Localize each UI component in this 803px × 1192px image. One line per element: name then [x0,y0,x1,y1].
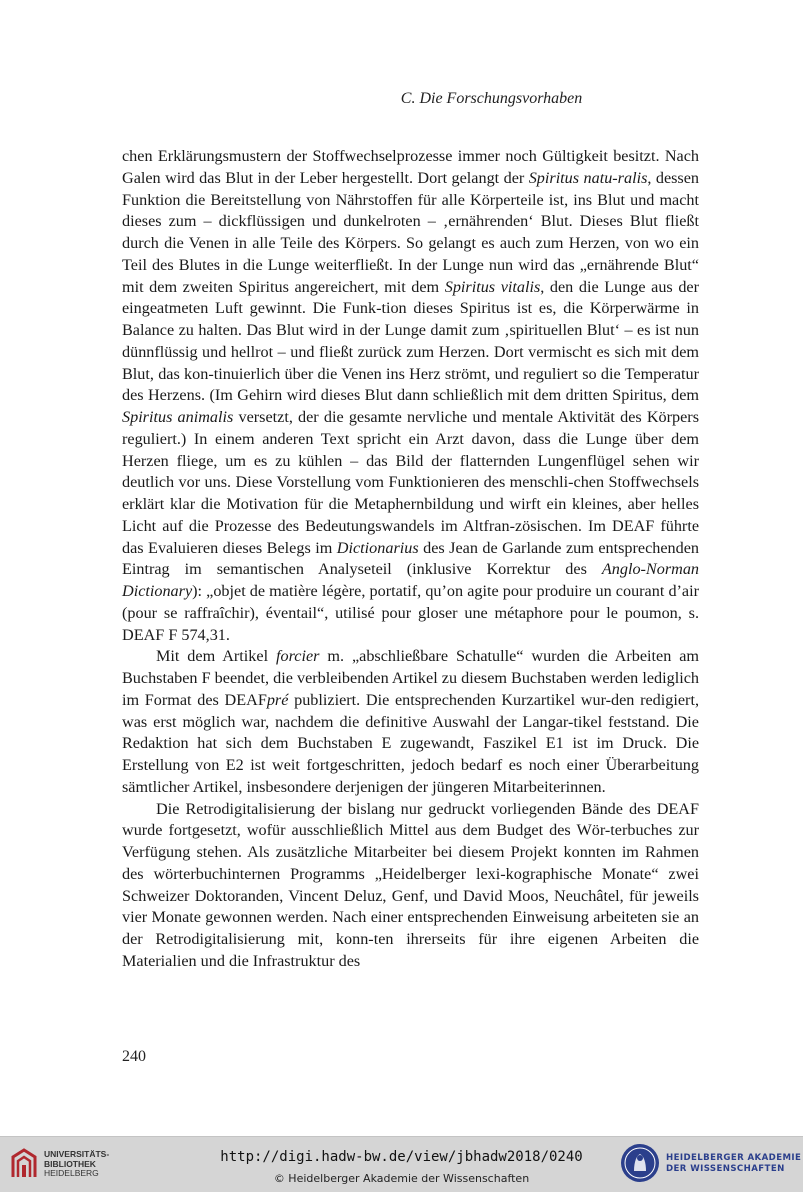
hadw-logo[interactable] [620,1143,800,1187]
italic-run: forcier [276,647,320,666]
paragraph-2 [122,646,699,798]
ub-logo-line-2: BIBLIOTHEK [44,1158,96,1169]
text-run: publiziert. Die entsprechenden Kurzartikel wur-den redigiert, was erst möglich war, nachdem die definitive Auswahl der Langar-tikel feststand. Die Redaktion hat sich dem Buchstaben E zugewandt, Faszikel E1 ist im Druck. Die Erstellung von E2 ist weit fortgeschritten, jedoch bedarf es noch einer Überarbeitung sämtlicher Artikel, insbesondere derjenigen der jüngeren Mitarbeiterinnen. [122,690,699,796]
viewer-footer [0,1136,803,1192]
page-number: 240 [122,1048,146,1065]
italic-run: Anglo-Norman Dictionary [122,560,699,600]
text-run: ): „objet de matière légère, portatif, qu’on agite pour produire un courant d’air (pour se raffraîchir), éventail“, utilisé pour gloser une métaphore pour le poumon, s. DEAF F 574,31. [122,582,699,644]
text-run: , den die Lunge aus der eingeatmeten Luft gewinnt. Die Funk-tion dieses Spiritus ist es, die Körperwärme in Balance zu halten. Das Blut wird in der Lunge damit zum ‚spirituellen Blut‘ – es ist nun dünnflüssig und hellrot – und fließt zurück zum Herzen. Dort vermischt es sich mit dem Blut, das kon-tinuierlich über die Venen ins Herz strömt, und reguliert so die Temperatur des Herzens. (Im Gehirn wird dieses Blut dann schließlich mit dem dritten Spiritus, dem [122,277,699,405]
italic-run: Dictionarius [336,538,419,557]
italic-run: Spiritus animalis [122,408,234,426]
text-run: Die Retrodigitalisierung der bislang nur gedruckt vorliegenden Bände des DEAF wurde fortgesetzt, wofür ausschließlich Mittel aus dem Budget des Wör-terbuches zur Verfügung stehen. Als zusätzliche Mitarbeiter bei diesem Projekt konnten im Rahmen des wörterbuchinternen Programms „Heidelberger lexi-kographische Monate“ zwei Schweizer Doktoranden, Vincent Deluz, Genf, und David Moos, Neuchâtel, für jeweils vier Monate gewonnen werden. Nach einer entsprechenden Einweisung arbeiteten sie an der Retrodigitalisierung mit, konn-ten ihrerseits für ihre eigenen Arbeiten die Materialien und die Infrastruktur des [122,799,699,970]
text-run: des Jean de Garlande zum entsprechenden Eintrag im semantischen Analyseteil (inklusive Korrektur des [122,538,699,579]
ub-logo-line-1: UNIVERSITÄTS- [44,1149,110,1159]
paragraph-1 [122,146,699,646]
italic-run: Spiritus natu-ralis [528,168,648,187]
text-run: versetzt, der die gesamte nervliche und mentale Aktivität des Körpers reguliert.) In einem anderen Text spricht ein Arzt davon, dass die Lunge über dem Herzen fliege, um es zu kühlen – das Bild der flatternden Lungenflügel sehen wir deutlich vor uns. Diese Vorstellung vom Funktionieren des menschli-chen Stoffwechsels erklärt klar die Motivation für die Metaphernbildung und wirft ein kleines, aber helles Licht auf die Prozesse des Bedeutungswandels im Altfran-zösischen. Im DEAF führte das Evaluieren dieses Belegs im [122,408,699,557]
running-head: C. Die Forschungsvorhaben [400,90,583,107]
hadw-logo-line-1: HEIDELBERGER AKADEMIE [666,1153,802,1163]
hadw-seal-icon [620,1143,660,1183]
text-run: , dessen Funktion die Bereitstellung von Nährstoffen für alle Körperteile ist, ins Blut und macht dieses zum – dickflüssigen und dunkelroten – ‚ernährenden‘ Blut. Dieses Blut fließt durch die Venen in alle Teile des Körpers. So gelangt es auch zum Herzen, von wo ein Teil des Blutes in die Lunge weiterfließt. In der Lunge nun wird das „ernährende Blut“ mit dem zweiten Spiritus angereichert, mit dem [122,168,700,296]
italic-run: Spiritus vitalis [444,277,541,296]
body-text [122,146,699,973]
paragraph-3 [122,799,699,973]
permalink-url[interactable]: http://digi.hadw-bw.de/view/jbhadw2018/0240 [220,1149,583,1165]
text-run: m. „abschließbare Schatulle“ wurden die Arbeiten am Buchstaben F beendet, die verbleibenden Artikel zu diesem Buchstaben werden lediglich im Format des DEAF [122,647,699,709]
ub-logo-line-3: HEIDELBERG [44,1168,99,1178]
text-run: chen Erklärungsmustern der Stoffwechselprozesse immer noch Gültigkeit besitzt. Nach Galen wird das Blut in der Leber hergestellt. Dort gelangt der [122,147,699,187]
copyright-notice: © Heidelberger Akademie der Wissenschaften [273,1172,530,1185]
text-run: Mit dem Artikel [156,647,276,666]
hadw-logo-line-2: DER WISSENSCHAFTEN [666,1164,785,1174]
italic-run: pré [266,690,289,709]
